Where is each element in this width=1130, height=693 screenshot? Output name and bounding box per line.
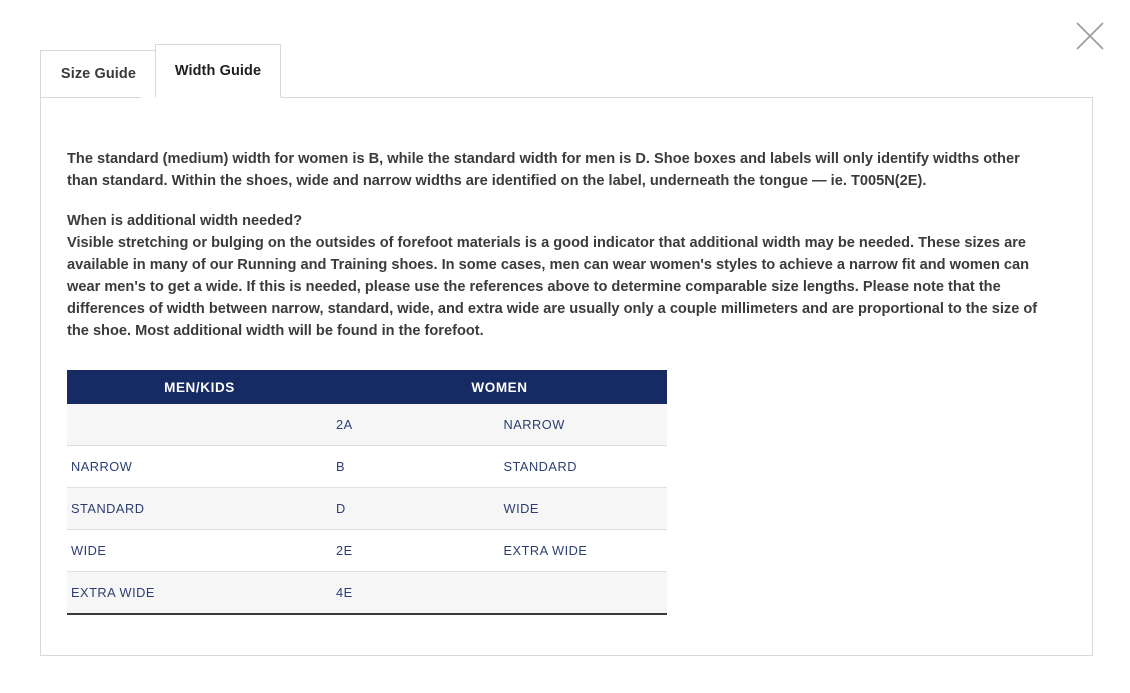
cell-code: D (332, 488, 500, 530)
question-heading: When is additional width needed? (67, 213, 303, 229)
cell-code: B (332, 446, 500, 488)
cell-men: STANDARD (67, 488, 332, 530)
table-row (67, 404, 667, 446)
intro-paragraph: The standard (medium) width for women is B, while the standard width for men is D. Shoe boxes and labels will only identify widths other than standard. Within the shoes, wide and narrow widths are identified on the label, underneath the tongue — ie. T005N(2E). (67, 151, 1020, 189)
width-guide-panel (40, 97, 1093, 656)
cell-men: WIDE (67, 530, 332, 572)
table-head (67, 370, 667, 404)
cell-code: 2E (332, 530, 500, 572)
width-conversion-table (67, 370, 667, 615)
guide-tabs (40, 44, 1093, 98)
cell-women (500, 572, 668, 615)
table-row (67, 572, 667, 615)
tab-width-guide[interactable] (155, 44, 281, 98)
table-body (67, 404, 667, 614)
tab-size-guide-label: Size Guide (60, 66, 137, 82)
cell-women: STANDARD (500, 446, 668, 488)
cell-women: NARROW (500, 404, 668, 446)
tab-width-guide-label: Width Guide (174, 63, 262, 79)
cell-code: 4E (332, 572, 500, 615)
cell-code: 2A (332, 404, 500, 446)
column-header-men-kids: MEN/KIDS (67, 370, 332, 404)
table-row (67, 530, 667, 572)
table-row (67, 446, 667, 488)
answer-paragraph: Visible stretching or bulging on the outsides of forefoot materials is a good indicator that additional width may be needed. These sizes are available in many of our Running and Training shoes. In some cases, men can wear women's styles to achieve a narrow fit and women can wear men's to get a wide. If this is needed, please use the references above to determine comparable size lengths. Please note that the differences of width between narrow, standard, wide, and extra wide are usually only a couple millimeters and are proportional to the size of the shoe. Most additional width will be found in the forefoot. (67, 235, 1038, 339)
table-row (67, 488, 667, 530)
table-header-row (67, 370, 667, 404)
cell-men: NARROW (67, 446, 332, 488)
cell-women: EXTRA WIDE (500, 530, 668, 572)
column-header-women: WOMEN (332, 370, 667, 404)
cell-men (67, 404, 332, 446)
cell-men: EXTRA WIDE (67, 572, 332, 615)
cell-women: WIDE (500, 488, 668, 530)
size-width-guide-modal (40, 44, 1093, 656)
tab-size-guide[interactable] (40, 50, 156, 98)
